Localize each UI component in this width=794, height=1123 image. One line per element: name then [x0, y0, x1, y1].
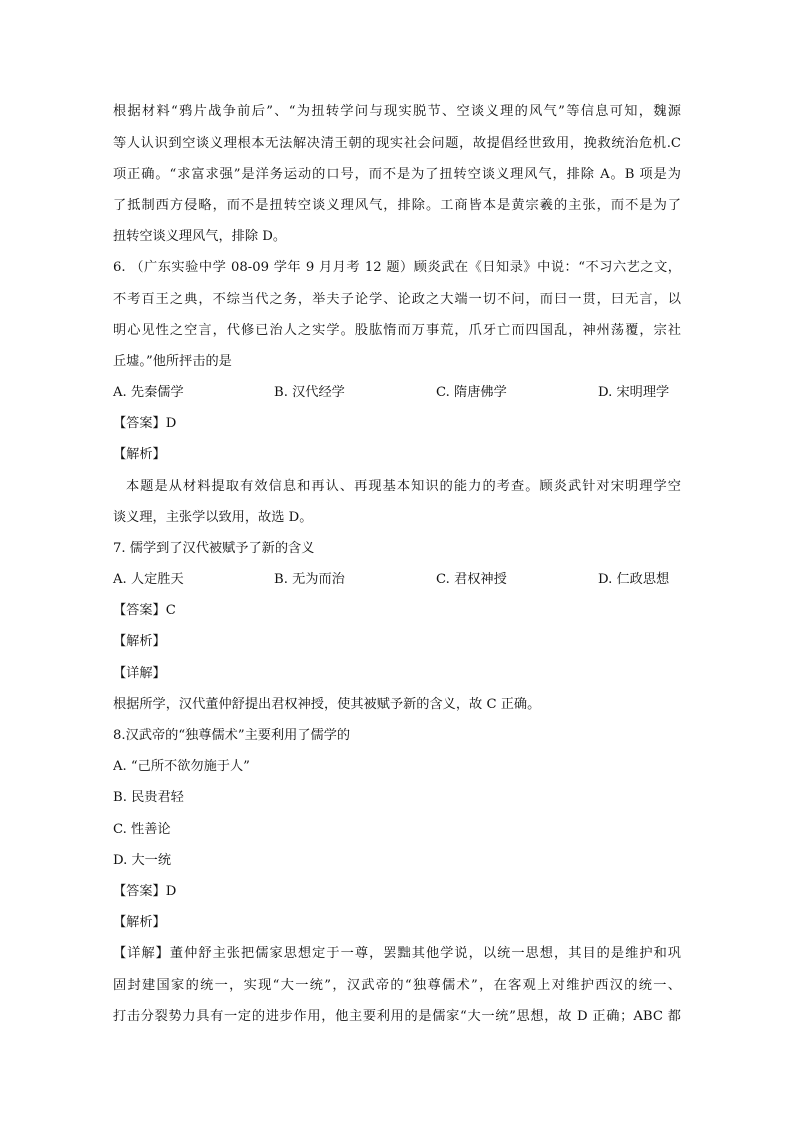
- question-8-detail: 固封建国家的统一，实现“大一统”，汉武帝的“独尊儒术”，在客观上对维护西汉的统一、: [113, 978, 681, 993]
- question-6-analysis-label: 【解析】: [113, 447, 166, 462]
- explanation-line: 项正确。“求富求强”是洋务运动的口号，而不是为了扭转空谈义理风气，排除 A。B 项是为: [113, 167, 681, 182]
- question-7-detail: 根据所学，汉代董仲舒提出君权神授，使其被赋予新的含义，故 C 正确。: [113, 697, 541, 712]
- question-8-option-d: D. 大一统: [113, 853, 172, 868]
- question-8-stem: 8.汉武帝的“独尊儒术”主要利用了儒学的: [113, 728, 351, 743]
- question-7-answer: 【答案】C: [113, 603, 176, 618]
- question-6-stem: 丘墟。”他所抨击的是: [113, 354, 232, 369]
- question-8-detail: 打击分裂势力具有一定的进步作用，他主要利用的是儒家“大一统”思想，故 D 正确；ABC 都: [113, 1009, 681, 1024]
- question-8-answer: 【答案】D: [113, 884, 177, 899]
- question-8-option-c: C. 性善论: [113, 822, 171, 837]
- explanation-line: 扭转空谈义理风气，排除 D。: [113, 229, 287, 244]
- question-7-stem: 7. 儒学到了汉代被赋予了新的含义: [113, 541, 315, 556]
- question-6-option-b: B. 汉代经学: [274, 385, 345, 400]
- explanation-line: 根据材料“鸦片战争前后”、“为扭转学问与现实脱节、空谈义理的风气”等信息可知，魏源: [113, 104, 681, 119]
- question-7-option-a: A. 人定胜天: [113, 572, 184, 587]
- question-6-option-a: A. 先秦儒学: [113, 385, 184, 400]
- question-6-stem: 明心见性之空言，代修已治人之实学。股肱惰而万事荒，爪牙亡而四国乱，神州荡覆，宗社: [113, 323, 681, 338]
- question-6-option-c: C. 隋唐佛学: [436, 385, 507, 400]
- question-8-option-b: B. 民贵君轻: [113, 790, 184, 805]
- question-8-detail: 【详解】董仲舒主张把儒家思想定于一尊，罢黜其他学说，以统一思想，其目的是维护和巩: [113, 946, 681, 961]
- explanation-line: 了抵制西方侵略，而不是扭转空谈义理风气，排除。工商皆本是黄宗羲的主张，而不是为了: [113, 198, 681, 213]
- question-6-analysis: 谈义理，主张学以致用，故选 D。: [113, 510, 313, 525]
- question-6-analysis: 本题是从材料提取有效信息和再认、再现基本知识的能力的考查。顾炎武针对宋明理学空: [126, 479, 681, 494]
- question-8-option-a: A. “己所不欲勿施于人”: [113, 759, 250, 774]
- question-7-option-c: C. 君权神授: [436, 572, 507, 587]
- question-6-option-d: D. 宋明理学: [598, 385, 670, 400]
- question-7-option-d: D. 仁政思想: [598, 572, 670, 587]
- question-7-analysis-label: 【解析】: [113, 634, 166, 649]
- question-6-answer: 【答案】D: [113, 416, 177, 431]
- question-7-detail-label: 【详解】: [113, 666, 166, 681]
- question-6-stem: 6. （广东实验中学 08-09 学年 9 月月考 12 题）顾炎武在《日知录》中说：“不习六艺之文，: [113, 260, 681, 275]
- explanation-line: 等人认识到空谈义理根本无法解决清王朝的现实社会问题，故提倡经世致用，挽救统治危机.C: [113, 136, 681, 151]
- question-7-option-b: B. 无为而治: [274, 572, 345, 587]
- question-8-analysis-label: 【解析】: [113, 915, 166, 930]
- question-6-stem: 不考百王之典，不综当代之务，举夫子论学、论政之大端一切不问，而曰一贯，曰无言，以: [113, 292, 681, 307]
